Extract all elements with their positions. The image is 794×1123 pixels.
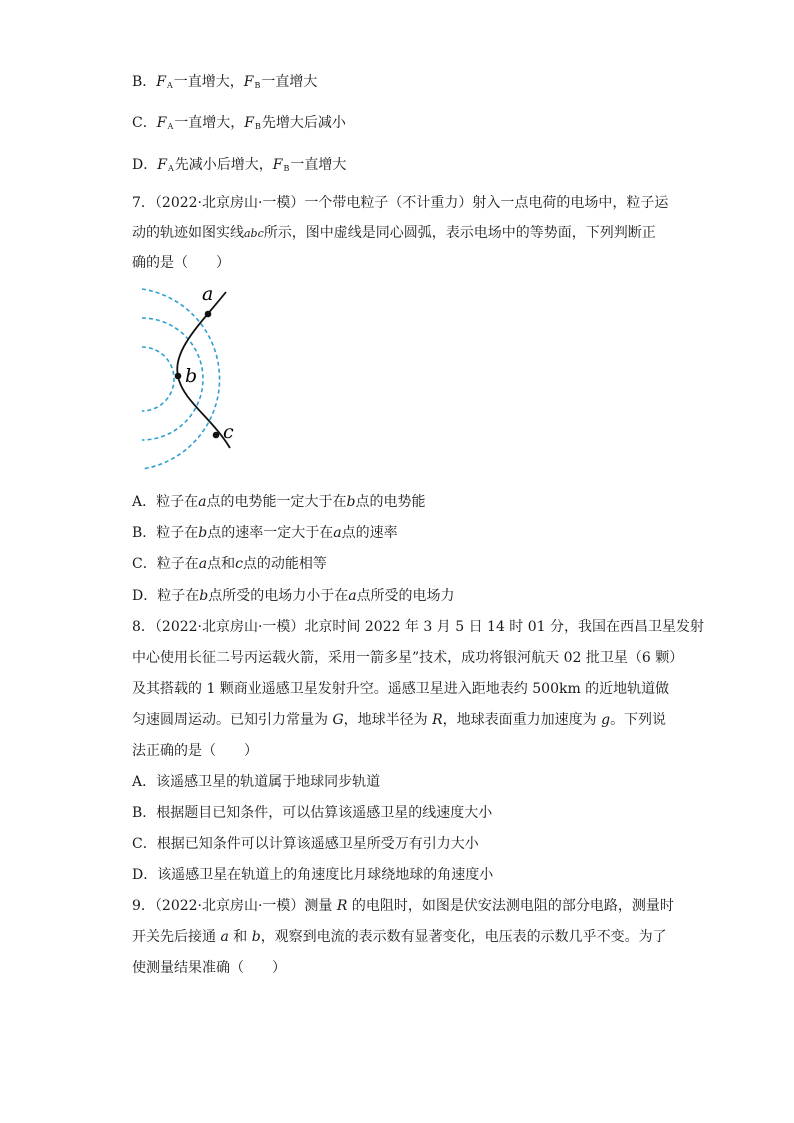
force-a-subscript: A <box>167 81 173 90</box>
switch-b-var: b <box>251 929 261 945</box>
q8-option-c: C．根据已知条件可以计算该遥感卫星所受万有引力大小 <box>132 836 479 852</box>
force-b-symbol: F <box>272 157 283 173</box>
resistor-var: R <box>336 898 348 914</box>
option-text: 点所受的电场力 <box>356 588 455 604</box>
force-b-symbol: F <box>243 74 254 90</box>
option-letter: B． <box>132 74 157 90</box>
option-text: 一直增大 <box>290 157 347 173</box>
force-a-subscript: A <box>167 122 174 131</box>
q7-stem-line-3: 确的是（ ） <box>132 255 230 271</box>
point-var: c <box>235 556 243 572</box>
q7-option-d <box>132 586 455 606</box>
stem-text: 动的轨迹如图实线 <box>132 225 244 241</box>
option-text: 点的动能相等 <box>242 556 327 572</box>
earth-radius-var: R <box>432 712 443 728</box>
option-text: 一直增大， <box>173 74 244 90</box>
stem-text: 所示，图中虚线是同心圆弧，表示电场中的等势面，下列判断正 <box>263 225 656 241</box>
trajectory-label: abc <box>244 227 264 240</box>
option-text: 一直增大， <box>174 115 245 131</box>
point-var: a <box>333 525 342 541</box>
q7-stem-line-2 <box>132 223 656 244</box>
stem-text: 的电阻时，如图是伏安法测电阻的部分电路，测量时 <box>347 898 674 914</box>
option-text: 点和 <box>207 556 236 572</box>
stem-text: 开关先后接通 <box>132 929 221 945</box>
q8-stem-line-2: 中心使用长征二号丙运载火箭，采用一箭多星”技术，成功将银河航天 02 批卫星（6 颗） <box>132 650 684 666</box>
switch-a-var: a <box>220 929 229 945</box>
stem-text: 9．（2022·北京房山·一模）测量 <box>132 898 337 914</box>
force-b-symbol: F <box>244 115 254 131</box>
point-var: a <box>198 494 207 510</box>
q8-stem-line-5: 法正确的是（ ） <box>132 743 258 759</box>
option-text: 点所受的电场力小于在 <box>208 588 349 604</box>
force-b-subscript: B <box>283 164 290 173</box>
point-a-dot <box>205 311 212 318</box>
point-var: a <box>198 556 208 572</box>
arc-inner <box>142 347 174 411</box>
stem-text: ，地球表面重力加速度为 <box>442 712 602 728</box>
q8-stem-line-1: 8．（2022·北京房山·一模）北京时间 2022 年 3 月 5 日 14 时 01 分，我国在西昌卫星发射 <box>132 619 705 635</box>
label-c: c <box>223 421 234 443</box>
q7-stem-line-1: 7．（2022·北京房山·一模）一个带电粒子（不计重力）射入一点电荷的电场中，粒子运 <box>132 195 669 211</box>
point-c-dot <box>213 432 220 439</box>
force-a-symbol: F <box>157 157 167 173</box>
stem-text: 。下列说 <box>610 712 667 728</box>
stem-text: ，观察到电流的表示数有显著变化，电压表的示数几乎不变。为了 <box>260 929 667 945</box>
point-var: b <box>199 588 209 604</box>
q8-stem-line-3: 及其搭载的 1 颗商业遥感卫星发射升空。遥感卫星进入距地表约 500km 的近地轨道做 <box>132 681 670 697</box>
force-b-subscript: B <box>254 81 261 90</box>
stem-text: ，地球半径为 <box>343 712 433 728</box>
force-a-subscript: A <box>167 164 174 173</box>
stem-text: 匀速圆周运动。已知引力常量为 <box>132 712 333 728</box>
point-var: b <box>198 525 208 541</box>
q6-option-b <box>132 72 317 96</box>
q8-option-b: B．根据题目已知条件，可以估算该遥感卫星的线速度大小 <box>132 805 493 821</box>
force-a-symbol: F <box>156 74 167 90</box>
option-text: 点的速率 <box>341 525 398 541</box>
q7-option-a <box>132 492 425 512</box>
point-var: b <box>346 494 356 510</box>
q9-stem-line-2 <box>132 927 667 947</box>
option-letter: C． <box>132 115 157 131</box>
option-letter: D． <box>132 157 158 173</box>
option-text: 一直增大 <box>261 74 318 90</box>
q9-stem-line-3: 使测量结果准确（ ） <box>132 960 286 976</box>
q7-option-b <box>132 523 398 543</box>
force-b-subscript: B <box>254 122 261 131</box>
stem-text: 和 <box>228 929 252 945</box>
option-text: 点的电势能 <box>355 494 426 510</box>
option-text: 点的电势能一定大于在 <box>206 494 347 510</box>
option-text: 先减小后增大， <box>174 157 273 173</box>
label-a: a <box>202 283 214 305</box>
q6-option-d <box>132 155 346 179</box>
gravity-accel-var: g <box>601 712 611 728</box>
q8-option-d: D．该遥感卫星在轨道上的角速度比月球绕地球的角速度小 <box>132 867 494 883</box>
option-text: C．粒子在 <box>132 556 199 572</box>
point-b-dot <box>175 373 182 380</box>
q9-stem-line-1 <box>132 896 674 916</box>
option-text: D．粒子在 <box>132 588 200 604</box>
q6-option-c <box>132 113 346 137</box>
q8-option-a: A．该遥感卫星的轨道属于地球同步轨道 <box>132 774 381 790</box>
option-text: A．粒子在 <box>132 494 199 510</box>
option-text: 先增大后减小 <box>261 115 346 131</box>
q7-option-c <box>132 554 327 574</box>
q8-stem-line-4 <box>132 710 666 730</box>
point-var: a <box>348 588 357 604</box>
gravity-constant-var: G <box>332 712 344 728</box>
label-b: b <box>185 365 198 387</box>
equipotential-figure <box>132 280 252 480</box>
force-a-symbol: F <box>156 115 167 131</box>
option-text: 点的速率一定大于在 <box>207 525 334 541</box>
option-text: B．粒子在 <box>132 525 199 541</box>
